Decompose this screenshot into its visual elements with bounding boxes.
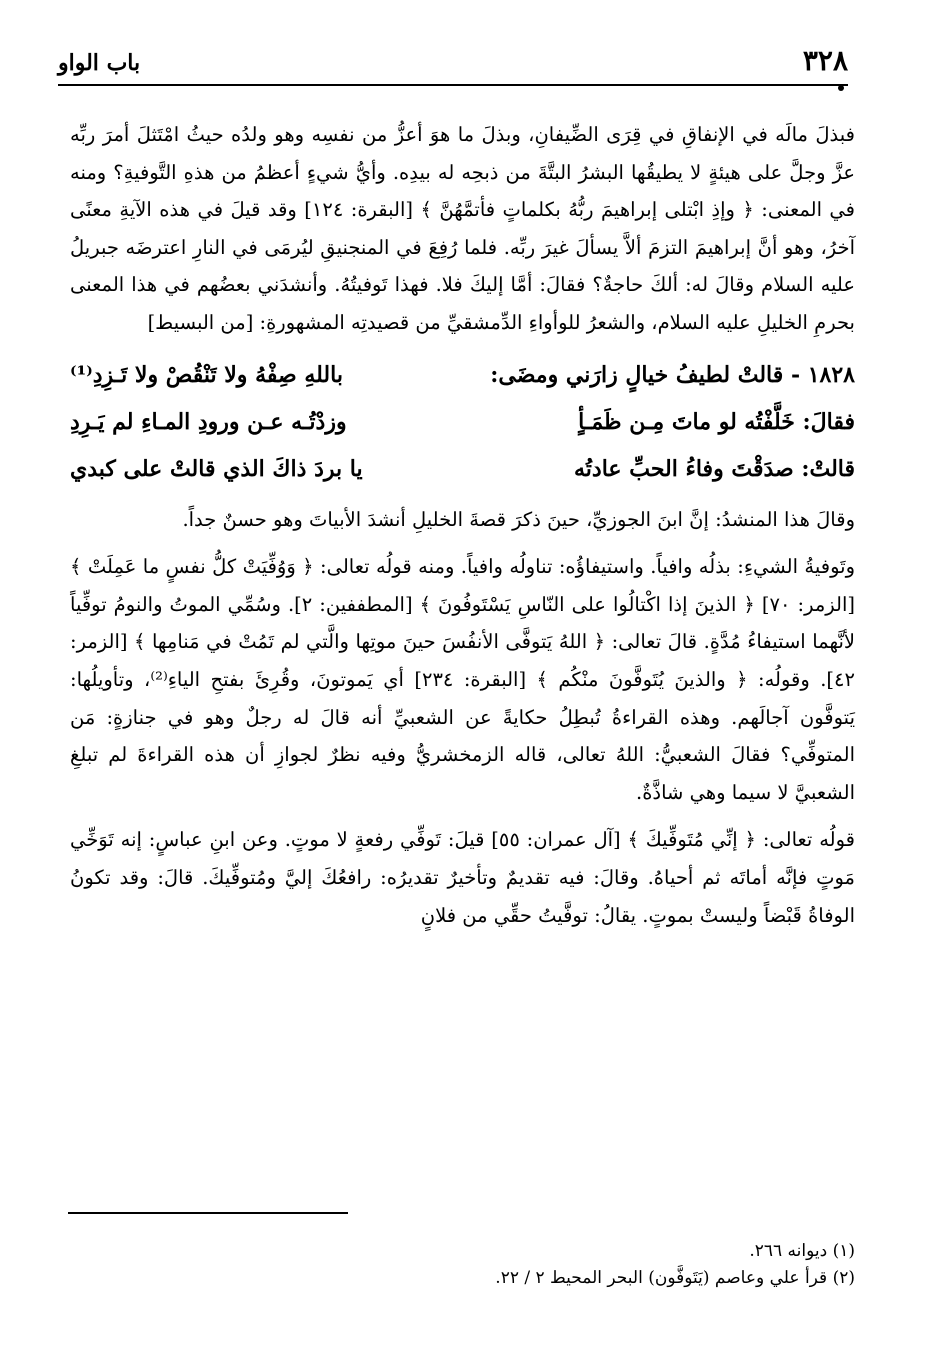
footnote: (١) ديوانه ٢٦٦. (749, 1241, 855, 1261)
page-number: ٣٢٨ (802, 44, 848, 77)
verse-second-hemistich: يا بردَ ذاكَ الذي قالتْ على كبدي (70, 455, 363, 482)
page-header (58, 44, 848, 86)
paragraph: قولُه تعالى: ﴿ إنِّي مُتَوفِّيكَ ﴾ [آل عمران: ٥٥] قيلَ: تَوفِّي رفعةٍ لا موتٍ. وعن ابنِ عباسٍ: إنه تَوَخِّي مَوتٍ فإنَّه أماتَه ثم أحياهُ. وقالَ: فيه تقديمٌ وتأخيرٌ تقديرُه: رافعُكَ إليَّ ومُتوفِّيكَ. قالَ: وقد تكونُ الوفاةُ قَبْضاً وليستْ بموتٍ. يقالُ: توفَّيتُ حقِّي من فلانٍ (70, 828, 855, 927)
verse-first-hemistich: فقالَ: خَلَّفْتُه لو ماتَ مِـن ظَمَـأٍ (578, 408, 855, 435)
paragraph: وتَوفيةُ الشيءِ: بذلُه وافياً. واستيفاؤُه: تناولُه وافياً. ومنه قولُه تعالى: ﴿ وَوُفِّيَتْ كلُّ نفسٍ ما عَمِلَتْ ﴾ [الزمر: ٧٠] ﴿ الذينَ إذا اكْتالُوا على النّاسِ يَسْتَوفُونَ ﴾ [المطففين: ٢]. وسُمِّي الموتُ والنومُ توفِّياً لأنَّهما استيفاءُ مُدَّةٍ. قالَ تعالى: ﴿ اللهُ يَتوفَّى الأنفُسَ حينَ موتِها والَّتي لم تَمُتْ في مَنامِها ﴾ [الزمر: ٤٢]. وقولُه: ﴿ والذينَ يُتَوفَّونَ منْكُم ﴾ [البقرة: ٢٣٤] أي يَموتونَ، وقُرِئَ بفتحِ الياءِ⁽²⁾، وتأويلُها: يَتوفَّون آجالَهم. وهذه القراءةُ تُبطِلُ حكايةً عن الشعبيِّ أنه قالَ له رجلٌ وهو في جنازةٍ: مَن المتوفِّي؟ فقالَ الشعبيُّ: اللهُ تعالى، قاله الزمخشريُّ وفيه نظرٌ لجوازِ أن هذه القراءةَ لم تبلغِ الشعبيَّ لا سيما وهي شاذَّةٌ. (70, 555, 856, 804)
paragraph: وقالَ هذا المنشدُ: إنَّ ابنَ الجوزيِّ، حينَ ذكرَ قصةَ الخليلِ أنشدَ الأبياتَ وهو حسنٌ جداً. (182, 507, 855, 531)
verse-row (70, 446, 855, 493)
footnote: (٢) قرأ علي وعاصم (يَتَوفَّون) البحر المحيط ٢ / ٢٢. (495, 1268, 855, 1288)
verse-first-hemistich: قالتْ: صدَقْتَ وفاءُ الحبِّ عادتُه (574, 455, 855, 482)
footnote-separator (68, 1212, 348, 1214)
poem (70, 352, 855, 493)
margin-dot (838, 85, 844, 91)
chapter-title: باب الواو (58, 50, 141, 76)
main-text (70, 116, 855, 934)
paragraph: فبذلَ مالَه في الإنفاقِ في قِرَى الضِّيفانِ، وبذلَ ما هوَ أعزُّ من نفسِه وهو ولدُه حيثُ امْتَثلَ أمرَ ربِّه عزَّ وجلَّ على هيئةٍ لا يطيقُها البشرُ البتَّةَ من ذبحِه له بيدِه. وأيُّ شيءٍ أعظمُ من هذهِ التَّوفيةِ؟ ومنه في المعنى: ﴿ وإذِ ابْتلى إبراهيمَ ربُّهُ بكلماتٍ فأتمَّهُنَّ ﴾ [البقرة: ١٢٤] وقد قيلَ في هذه الآيةِ معنًى آخرُ، وهو أنَّ إبراهيمَ التزمَ ألاَّ يسألَ غيرَ ربِّه. فلما رُفِعَ في المنجنيقِ ليُرمَى في النارِ اعترضَه جبريلُ عليه السلام وقالَ له: ألكَ حاجةٌ؟ فقالَ: أمَّا إليكَ فلا. فهذا تَوفيتُهُ. وأنشدَني بعضُهم في هذا المعنى بحرمِ الخليلِ عليه السلام، والشعرُ للوأواءِ الدِّمشقيِّ من قصيدتِه المشهورةِ: [من البسيط] (70, 123, 856, 334)
verse-row (70, 352, 855, 399)
verse-second-hemistich: وزدْتُـه عـن ورودِ المـاءِ لم يَـرِدِ (70, 408, 347, 435)
footnotes (70, 1238, 855, 1292)
verse-first-hemistich: ١٨٢٨ - قالتْ لطيفُ خيالٍ زارَني ومضَى: (490, 361, 855, 388)
verse-row (70, 399, 855, 446)
verse-second-hemistich: باللهِ صِفْهُ ولا تَنْقُصْ ولا تَـزِدِ⁽¹⁾ (70, 361, 343, 388)
